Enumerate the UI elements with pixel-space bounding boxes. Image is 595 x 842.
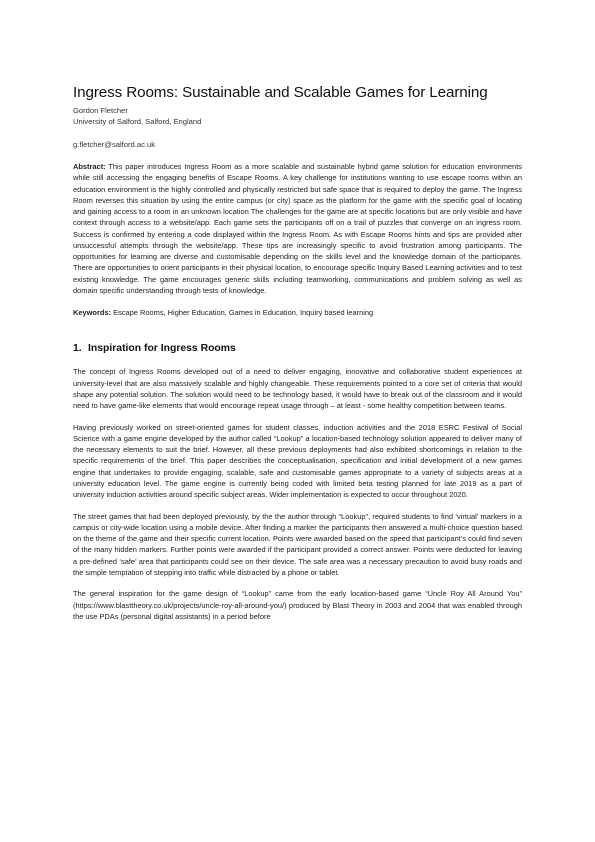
abstract-text: This paper introduces Ingress Room as a more scalable and sustainable hybrid game solution for education environments while still accessing the engaging benefits of Escape Rooms. A key challenge for institutions wanting to use escape rooms within an education environment is the highly controlled and physically restricted but safe space that is required to deploy the game. The Ingress Room reverses this situation by using the entire campus (or city) space as the platform for the game with the specific goal of locating and gaining access to a room in an unknown location The challenges for the game are at specific locations but are only visible and have context through access to a website/app. Each game sets the participants off on a trail of puzzles that converge on an ingress room. Success is confirmed by entering a code displayed within the Ingress Room. As with Escape Rooms hints and tips are provided after unsuccessful attempts through the website/app. These tips are increasingly specific to avoid frustration among participants. The opportunities for learning are diverse and customisable depending on the skills level and the knowledge domain of the participants. There are opportunities to orient participants in their physical location, to encourage specific Inquiry Based Learning activities and to test existing knowledge. The game encourages generic skills including teamworking, communications and problem solving as well as domain specific understanding through tests of knowledge. bbox=[73, 162, 522, 295]
page-content bbox=[73, 83, 522, 632]
keywords-label: Keywords: bbox=[73, 308, 112, 318]
keywords bbox=[73, 307, 522, 318]
body-paragraph: The concept of Ingress Rooms developed out of a need to deliver engaging, innovative and collaborative student experiences at university-level that are also massively scalable and highly changeable. These requirements pointed to a core set of criteria that would shape any potential solution. The solution would need to be technology based, it would have to break out of the classroom and it would need to have game-like elements that would encourage repeat usage through – at least - some healthy competition between teams. bbox=[73, 367, 522, 411]
author-name: Gordon Fletcher bbox=[73, 106, 128, 115]
body-paragraph: Having previously worked on street-oriented games for student classes, induction activities and the 2018 ESRC Festival of Social Science with a game engine developed by the author called “Lookup” a location-based technology solution appeared to deliver many of the necessary elements to suit the brief. However, all these previous deployments had also exhibited shortcomings in relation to the specific requirements of the brief. This paper describes the conceptualisation, specification and initial development of a new games engine that undertakes to provide engaging, scalable, safe and customisable games appropriate to a variety of subjects areas at a university education level. The game engine is currently being coded with limited beta testing planned for late 2019 as a part of university induction activities around specific subject areas. Wider implementation is expected to occur throughout 2020. bbox=[73, 422, 522, 500]
body-paragraph: The street games that had been deployed previously, by the the author through “Lookup”, required students to find ‘virtual’ markers in a campus or city-wide location using a mobile device. After finding a marker the participants then answered a multi-choice question based on the theme of the game and their specific current location. Points were awarded based on the speed that participant’s could find seven of the many hidden markers. Further points were awarded if the participant provided a correct answer. Points were deducted for leaving a pre-defined ‘safe’ area that participants could see on their device. The safe area was a necessary precaution to avoid busy roads and the simple temptation of stepping into traffic while distracted by a phone or tablet. bbox=[73, 511, 522, 577]
author-email: g.fletcher@salford.ac.uk bbox=[73, 139, 155, 149]
abstract-label: Abstract: bbox=[73, 162, 106, 172]
abstract bbox=[73, 161, 522, 296]
author-affiliation: University of Salford, Salford, England bbox=[73, 117, 202, 127]
keywords-text: Escape Rooms, Higher Education, Games in Education, Inquiry based learning bbox=[113, 308, 374, 318]
section-number: 1. bbox=[73, 343, 82, 355]
section-heading bbox=[73, 342, 522, 356]
paper-title: Ingress Rooms: Sustainable and Scalable Games for Learning bbox=[73, 84, 488, 101]
section-title: Inspiration for Ingress Rooms bbox=[88, 343, 236, 355]
body-paragraph: The general inspiration for the game design of “Lookup” came from the early location-based game “Uncle Roy All Around You” (https://www.blasttheory.co.uk/projects/uncle-roy-all-around-you/) produced by Blast Theory in 2003 and 2004 that was enabled through the use PDAs (personal digital assistants) in a period before bbox=[73, 589, 522, 621]
